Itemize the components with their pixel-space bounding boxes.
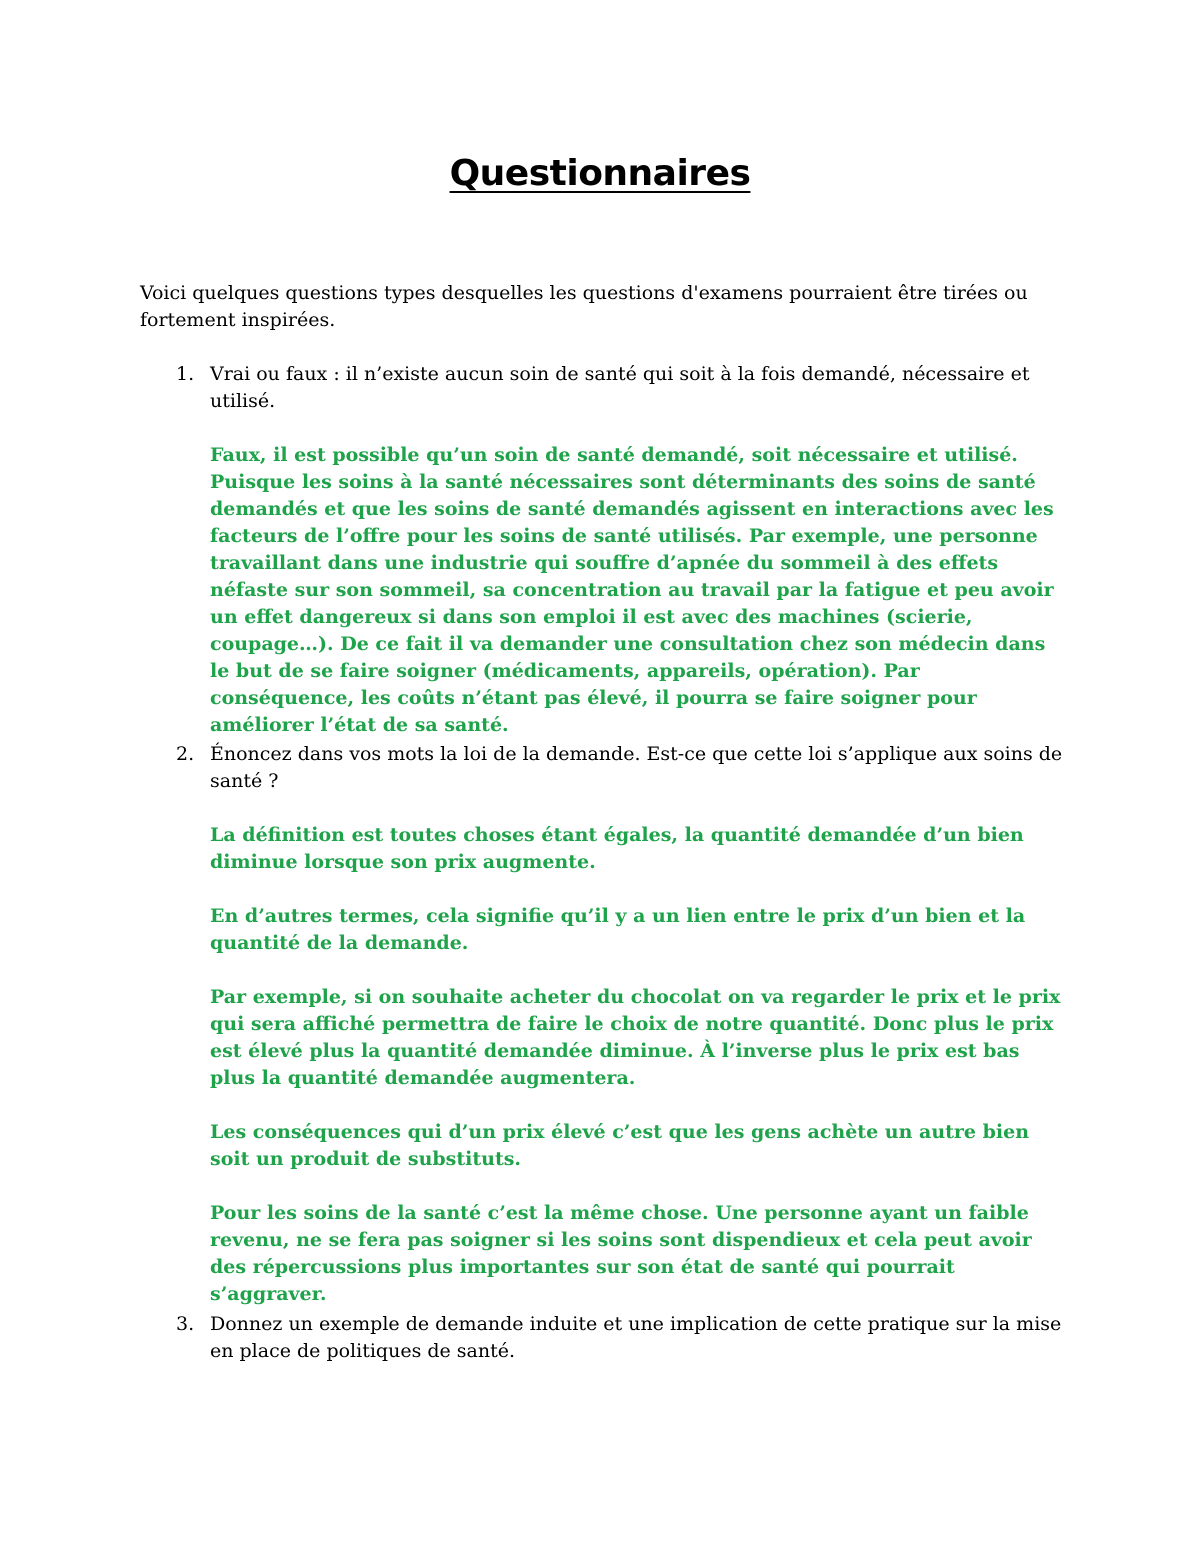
question-1-number: 1. [176, 363, 195, 385]
question-2-answer-consequences: Les conséquences qui d’un prix élevé c’est que les gens achète un autre bien soit un produit de substituts. [210, 1121, 1030, 1170]
page-title: Questionnaires [449, 153, 751, 194]
question-1-answer: Faux, il est possible qu’un soin de santé demandé, soit nécessaire et utilisé. Puisque les soins à la santé nécessaires sont déterminants des soins de santé demandés et que les soins de santé demandés agissent en interactions avec les facteurs de l’offre pour les soins de santé utilisés. Par exemple, une personne travaillant dans une industrie qui souffre d’apnée du sommeil à des effets néfaste sur son sommeil, sa concentration au travail par la fatigue et peu avoir un effet dangereux si dans son emploi il est avec des machines (scierie, coupage…). De ce fait il va demander une consultation chez son médecin dans le but de se faire soigner (médicaments, appareils, opération). Par conséquence, les coûts n’étant pas élevé, il pourra se faire soigner pour améliorer l’état de sa santé. [210, 444, 1054, 736]
question-2-answer-health: Pour les soins de la santé c’est la même chose. Une personne ayant un faible revenu, ne se fera pas soigner si les soins sont dispendieux et cela peut avoir des répercussions plus importantes sur son état de santé qui pourrait s’aggraver. [210, 1202, 1032, 1305]
question-3-text: Donnez un exemple de demande induite et une implication de cette pratique sur la mise en place de politiques de santé. [210, 1313, 1062, 1362]
question-2-answer-definition: La définition est toutes choses étant égales, la quantité demandée d’un bien diminue lorsque son prix augmente. [210, 824, 1024, 873]
question-2-number: 2. [176, 743, 195, 765]
intro-paragraph: Voici quelques questions types desquelles les questions d'examens pourraient être tirées ou fortement inspirées. [140, 282, 1028, 331]
question-2-text: Énoncez dans vos mots la loi de la demande. Est-ce que cette loi s’applique aux soins de santé ? [210, 743, 1063, 792]
question-2-answer-explanation: En d’autres termes, cela signifie qu’il y a un lien entre le prix d’un bien et la quantité de la demande. [210, 905, 1026, 954]
question-1-text: Vrai ou faux : il n’existe aucun soin de santé qui soit à la fois demandé, nécessaire et utilisé. [210, 363, 1030, 412]
question-3-number: 3. [176, 1313, 195, 1335]
question-2-answer-example: Par exemple, si on souhaite acheter du chocolat on va regarder le prix et le prix qui sera affiché permettra de faire le choix de notre quantité. Donc plus le prix est élevé plus la quantité demandée diminue. À l’inverse plus le prix est bas plus la quantité demandée augmentera. [210, 986, 1061, 1089]
